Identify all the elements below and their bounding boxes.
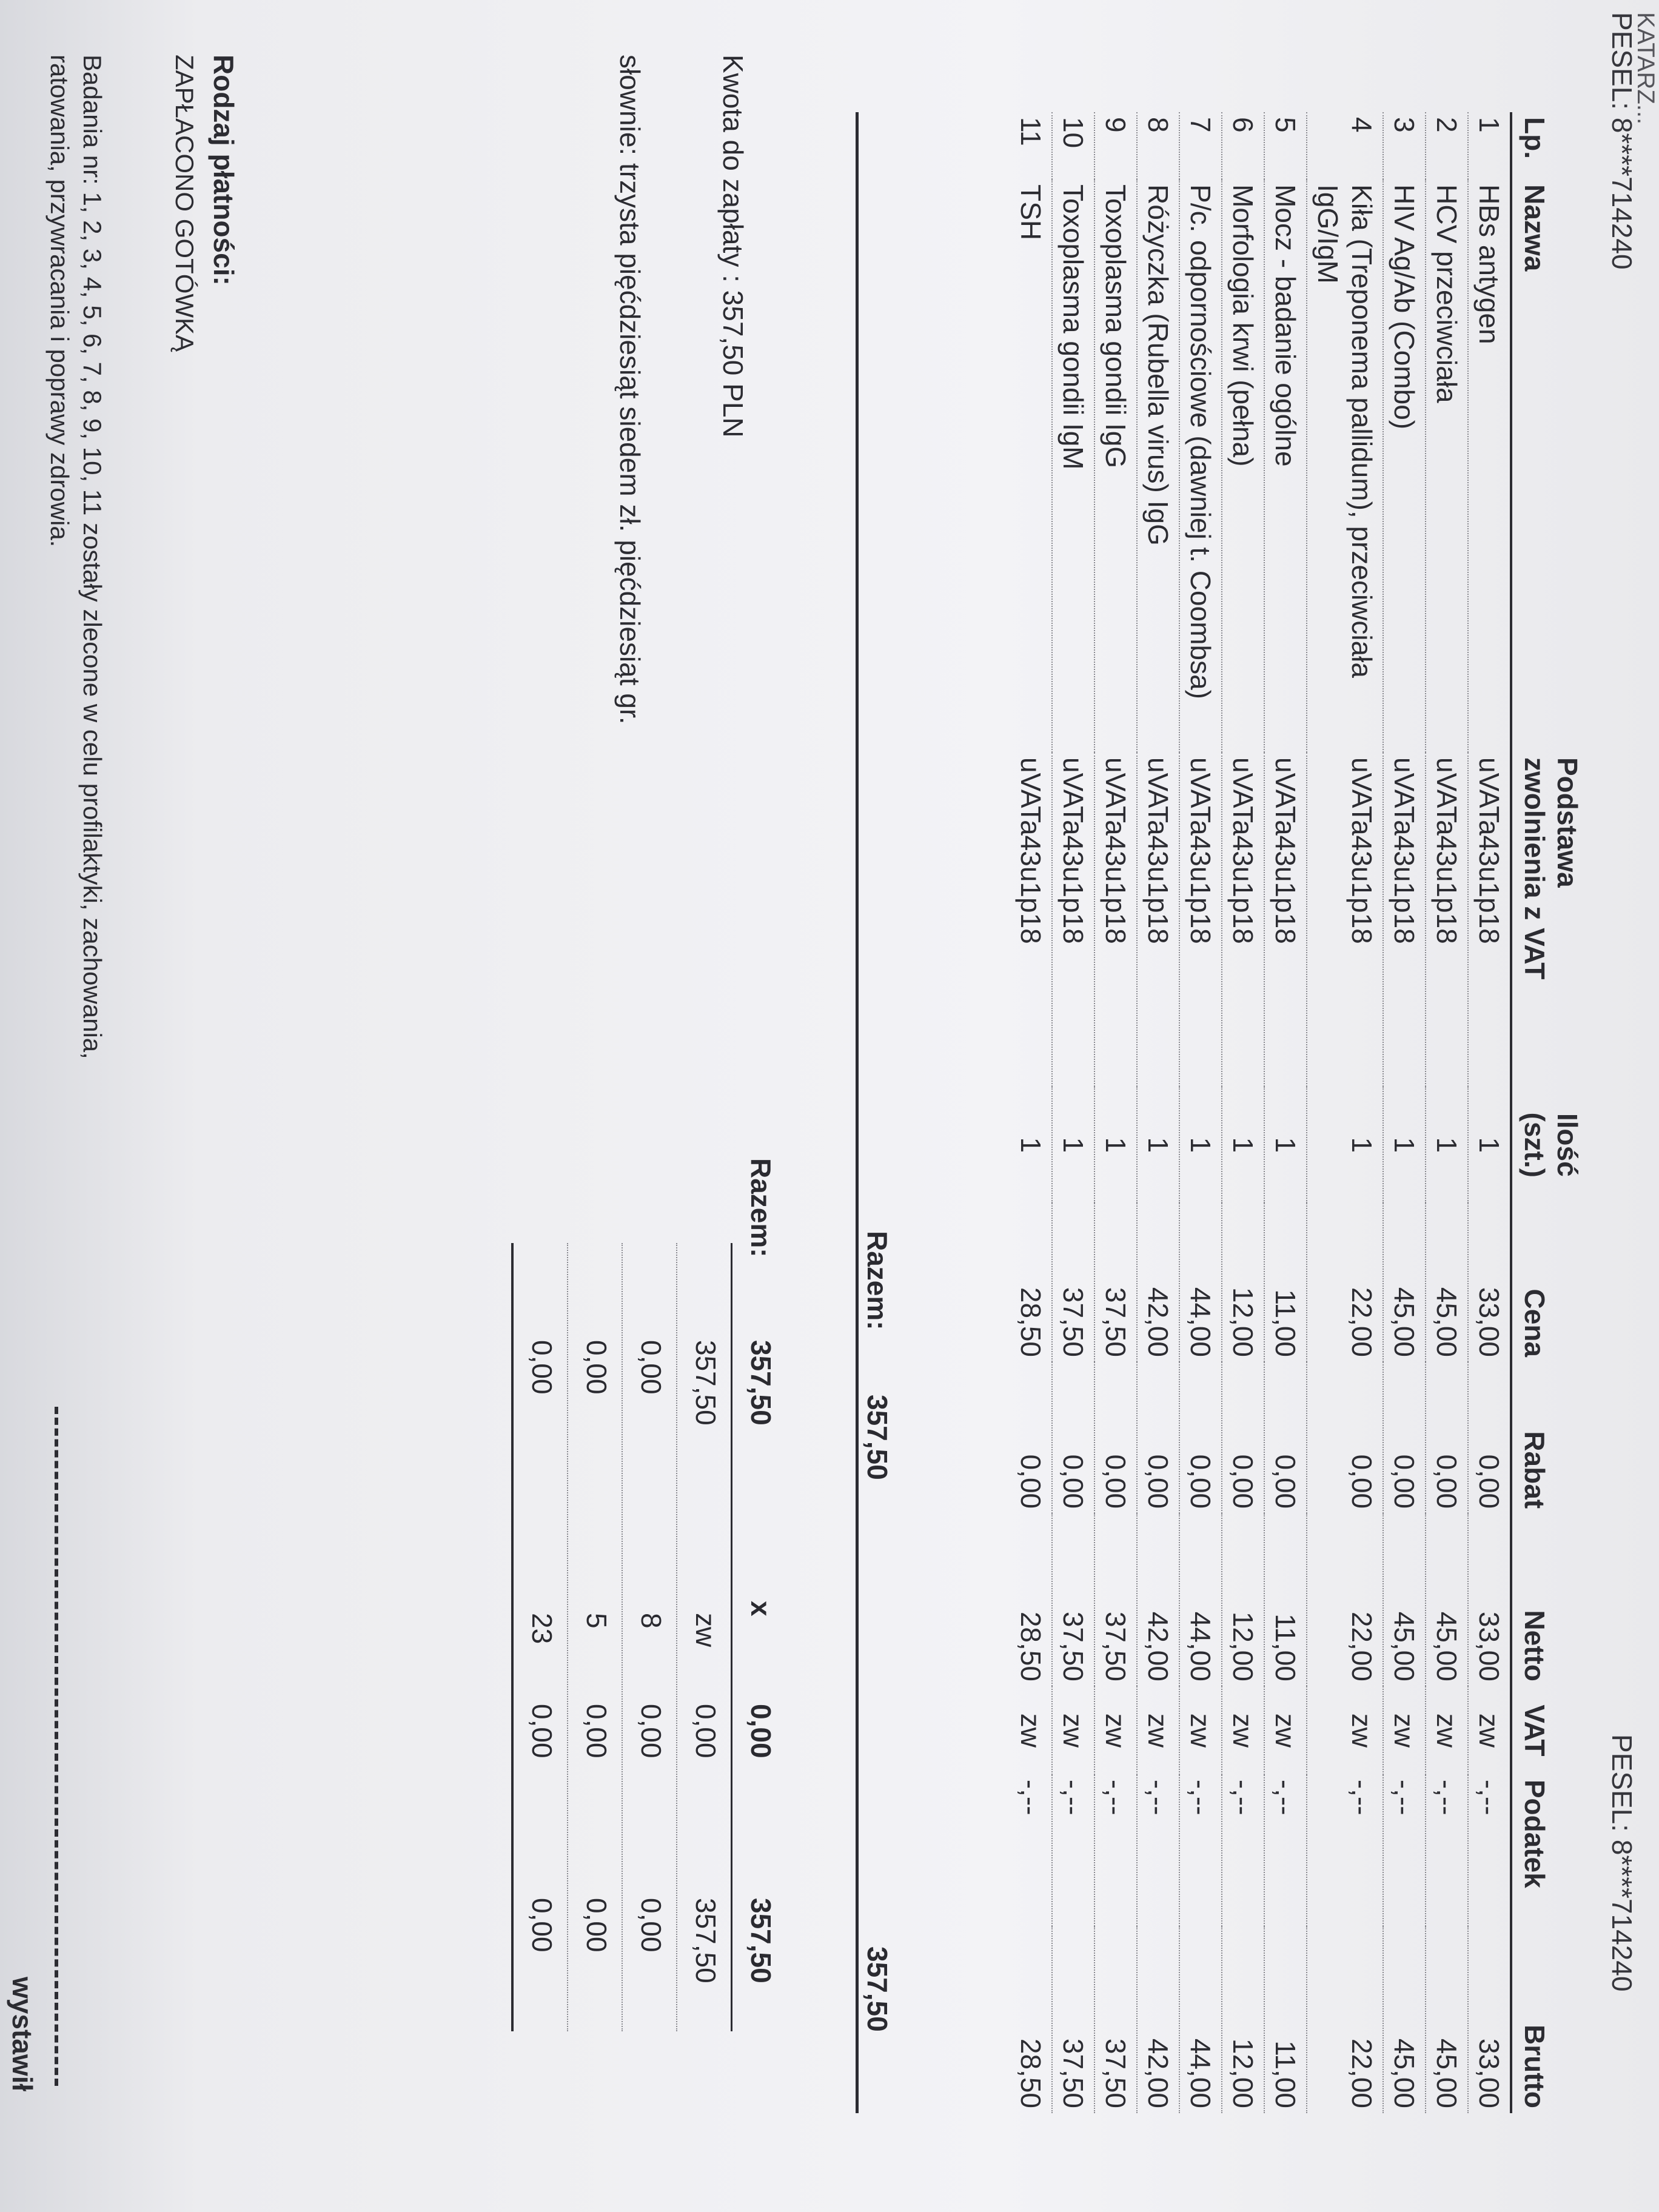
cell-lp: 3 [1383,112,1426,179]
vat-summary-net: 357,50 [745,1340,777,1426]
cell-gross: 11,00 [1264,1926,1307,2113]
col-qty [1511,1087,1586,1203]
razem-label: Razem: [862,1231,893,1330]
cell-vat: zw [1137,1686,1179,1775]
vat-summary-header [731,1158,786,2031]
cell-net: 37,50 [1094,1513,1137,1686]
table-row [1222,112,1264,2113]
vat-summary-row [511,1243,567,2031]
table-row [1094,112,1137,2113]
vat-summary-table [511,1158,786,2031]
cell-tax: -,-- [1468,1775,1511,1926]
table-row [1264,112,1307,2113]
cell-net: 12,00 [1222,1513,1264,1686]
vat-summary-gross: 357,50 [745,1898,777,1983]
vat-summary-gross: 0,00 [526,1898,558,1952]
partial-name-cut-off: KATARZ... [1632,12,1659,125]
cell-gross: 42,00 [1137,1926,1179,2113]
cell-lp: 4 [1307,112,1383,179]
signature-dashed-line [55,1407,58,2086]
table-row [1426,112,1468,2113]
cell-discount: 0,00 [1179,1362,1222,1513]
vat-summary-row [622,1243,676,2031]
cell-basis: uVATa43u1p18 [1426,752,1468,1087]
cell-tax: -,-- [1264,1775,1307,1926]
cell-lp: 5 [1264,112,1307,179]
vat-summary-row [567,1243,622,2031]
cell-name: Morfologia krwi (pełna) [1222,179,1264,752]
cell-price: 37,50 [1052,1203,1094,1362]
cell-basis: uVATa43u1p18 [1052,752,1094,1087]
col-lp: Lp. [1511,112,1586,179]
cell-tax: -,-- [1052,1775,1094,1926]
col-vat-exemption-basis [1511,752,1586,1087]
cell-gross: 37,50 [1052,1926,1094,2113]
cell-basis: uVATa43u1p18 [1468,752,1511,1087]
table-row [1307,112,1383,2113]
cell-price: 45,00 [1383,1203,1426,1362]
cell-qty: 1 [1179,1087,1222,1203]
cell-qty: 1 [1264,1087,1307,1203]
cell-tax: -,-- [1307,1775,1383,1926]
cell-lp: 6 [1222,112,1264,179]
cell-lp: 8 [1137,112,1179,179]
cell-vat: zw [1052,1686,1094,1775]
cell-qty: 1 [1094,1087,1137,1203]
cell-price: 28,50 [1015,1287,1047,1358]
cell-tax: -,-- [1137,1775,1179,1926]
table-row [1383,112,1426,2113]
cell-basis: uVATa43u1p18 [1179,752,1222,1087]
cell-net: 22,00 [1307,1513,1383,1686]
vat-summary-tax: 0,00 [635,1704,667,1758]
cell-net: 45,00 [1426,1513,1468,1686]
cell-net: 44,00 [1179,1513,1222,1686]
issued-by-label: wystawił [7,1977,38,2092]
cell-tax: -,-- [1426,1775,1468,1926]
pesel-left: PESEL: 8****714240 [1606,12,1638,270]
cell-lp: 11 [1015,117,1047,146]
cell-lp: 10 [1052,112,1094,179]
cell-name: Kiła (Treponema pallidum), przeciwciała IgG/IgM [1307,179,1383,752]
cell-qty: 1 [1137,1087,1179,1203]
col-basis-line2: zwolnienia z VAT [1519,757,1550,980]
cell-name: P/c. odpornościowe (dawniej t. Coombsa) [1179,179,1222,752]
cell-tax: -,-- [1015,1779,1047,1815]
cell-net: 37,50 [1052,1513,1094,1686]
cell-discount: 0,00 [1264,1362,1307,1513]
cell-vat: zw [1383,1686,1426,1775]
vat-summary-body [511,1243,731,2031]
cell-net: 33,00 [1468,1513,1511,1686]
table-row [1137,112,1179,2113]
items-bottom-rule [856,112,859,2113]
cell-vat: zw [1307,1686,1383,1775]
col-name: Nazwa [1511,179,1586,752]
cell-gross: 37,50 [1094,1926,1137,2113]
cell-tax: -,-- [1179,1775,1222,1926]
referral-note-line1: Badania nr: 1, 2, 3, 4, 5, 6, 7, 8, 9, 10, 11 zostały zlecone w celu profilaktyki, zachowania, [78,55,107,1059]
vat-summary-label: Razem: [745,1158,777,1258]
cell-tax: -,-- [1094,1775,1137,1926]
items-table [1010,112,1586,2113]
cell-vat: zw [1426,1686,1468,1775]
cell-name: HCV przeciwciała [1426,179,1468,752]
col-qty-line1: Ilość [1552,1113,1583,1177]
vat-summary-net: 0,00 [581,1340,612,1395]
cell-discount: 0,00 [1222,1362,1264,1513]
cell-qty: 1 [1222,1087,1264,1203]
cell-discount: 0,00 [1426,1362,1468,1513]
cell-basis: uVATa43u1p18 [1015,757,1047,944]
col-tax: Podatek [1511,1775,1586,1926]
cell-net: 42,00 [1137,1513,1179,1686]
cell-discount: 0,00 [1137,1362,1179,1513]
cell-lp: 9 [1094,112,1137,179]
vat-summary-net: 0,00 [635,1340,667,1395]
cell-qty: 1 [1383,1087,1426,1203]
cell-price: 33,00 [1468,1203,1511,1362]
vat-summary-gross: 0,00 [581,1898,612,1952]
cell-qty: 1 [1052,1087,1094,1203]
amount-due: Kwota do zapłaty : 357,50 PLN [717,55,749,438]
cell-tax: -,-- [1383,1775,1426,1926]
cell-vat: zw [1179,1686,1222,1775]
col-gross: Brutto [1511,1926,1586,2113]
cell-vat: zw [1468,1686,1511,1775]
amount-in-words: słownie: trzysta pięćdziesiąt siedem zł. pięćdziesiąt gr. [614,55,646,725]
cell-lp: 7 [1179,112,1222,179]
vat-summary-tax: 0,00 [745,1704,777,1758]
vat-summary-rate: zw [690,1613,722,1647]
cell-price: 45,00 [1426,1203,1468,1362]
col-net: Netto [1511,1513,1586,1686]
vat-summary-rate: x [745,1601,777,1617]
cell-gross: 33,00 [1468,1926,1511,2113]
cell-name: HIV Ag/Ab (Combo) [1383,179,1426,752]
vat-summary-tax: 0,00 [526,1704,558,1758]
razem-net: 357,50 [862,1395,893,1480]
cell-tax: -,-- [1222,1775,1264,1926]
cell-basis: uVATa43u1p18 [1264,752,1307,1087]
cell-basis: uVATa43u1p18 [1307,752,1383,1087]
cell-gross: 45,00 [1426,1926,1468,2113]
payment-method-value: ZAPŁACONO GOTÓWKĄ [170,55,199,352]
cell-qty: 1 [1307,1087,1383,1203]
col-qty-line2: (szt.) [1519,1112,1550,1178]
table-row [1052,112,1094,2113]
col-vat: VAT [1511,1686,1586,1775]
referral-note-line2: ratowania, przywracania i poprawy zdrowia. [45,55,74,548]
razem-gross: 357,50 [862,1946,893,2032]
cell-name: HBs antygen [1468,179,1511,752]
cell-vat: zw [1094,1686,1137,1775]
cell-discount: 0,00 [1383,1362,1426,1513]
table-row [1468,112,1511,2113]
cell-basis: uVATa43u1p18 [1137,752,1179,1087]
vat-summary-net: 357,50 [690,1340,722,1426]
pesel-right: PESEL: 8****714240 [1606,1734,1638,1992]
cell-basis: uVATa43u1p18 [1222,752,1264,1087]
cell-price: 42,00 [1137,1203,1179,1362]
items-body [1010,112,1511,2113]
cell-price: 37,50 [1094,1203,1137,1362]
cell-lp: 2 [1426,112,1468,179]
cell-price: 44,00 [1179,1203,1222,1362]
cell-vat: zw [1015,1713,1047,1748]
cell-name: TSH [1015,184,1047,241]
cell-discount: 0,00 [1307,1362,1383,1513]
cell-basis: uVATa43u1p18 [1094,752,1137,1087]
cell-gross: 12,00 [1222,1926,1264,2113]
items-header-row [1511,112,1586,2113]
cell-price: 11,00 [1264,1203,1307,1362]
cell-gross: 28,50 [1015,2038,1047,2108]
cell-name: Toxoplasma gondii IgM [1052,179,1094,752]
cell-gross: 45,00 [1383,1926,1426,2113]
col-discount: Rabat [1511,1362,1586,1513]
col-basis-line1: Podstawa [1552,757,1583,888]
cell-basis: uVATa43u1p18 [1383,752,1426,1087]
cell-net: 28,50 [1015,1611,1047,1681]
cell-qty: 1 [1015,1137,1047,1153]
cell-vat: zw [1222,1686,1264,1775]
vat-summary-gross: 0,00 [635,1898,667,1952]
cell-net: 11,00 [1264,1513,1307,1686]
cell-net: 45,00 [1383,1513,1426,1686]
cell-name: Mocz - badanie ogólne [1264,179,1307,752]
vat-summary-tax: 0,00 [690,1704,722,1758]
cell-lp: 1 [1468,112,1511,179]
cell-discount: 0,00 [1052,1362,1094,1513]
cell-gross: 22,00 [1307,1926,1383,2113]
cell-gross: 44,00 [1179,1926,1222,2113]
table-row [1010,112,1052,2113]
vat-summary-tax: 0,00 [581,1704,612,1758]
cell-vat: zw [1264,1686,1307,1775]
table-row [1179,112,1222,2113]
vat-summary-rate: 23 [526,1613,558,1644]
vat-summary-rate: 8 [635,1613,667,1629]
vat-summary-rate: 5 [581,1613,612,1629]
cell-discount: 0,00 [1094,1362,1137,1513]
cell-discount: 0,00 [1468,1362,1511,1513]
vat-summary-gross: 357,50 [690,1898,722,1983]
cell-name: Toxoplasma gondii IgG [1094,179,1137,752]
col-price: Cena [1511,1203,1586,1362]
vat-summary-net: 0,00 [526,1340,558,1395]
payment-method-label: Rodzaj płatności: [208,55,240,286]
cell-price: 22,00 [1307,1203,1383,1362]
cell-price: 12,00 [1222,1203,1264,1362]
cell-qty: 1 [1468,1087,1511,1203]
cell-discount: 0,00 [1015,1454,1047,1509]
cell-name: Różyczka (Rubella virus) IgG [1137,179,1179,752]
vat-summary-row [676,1243,731,2031]
cell-qty: 1 [1426,1087,1468,1203]
